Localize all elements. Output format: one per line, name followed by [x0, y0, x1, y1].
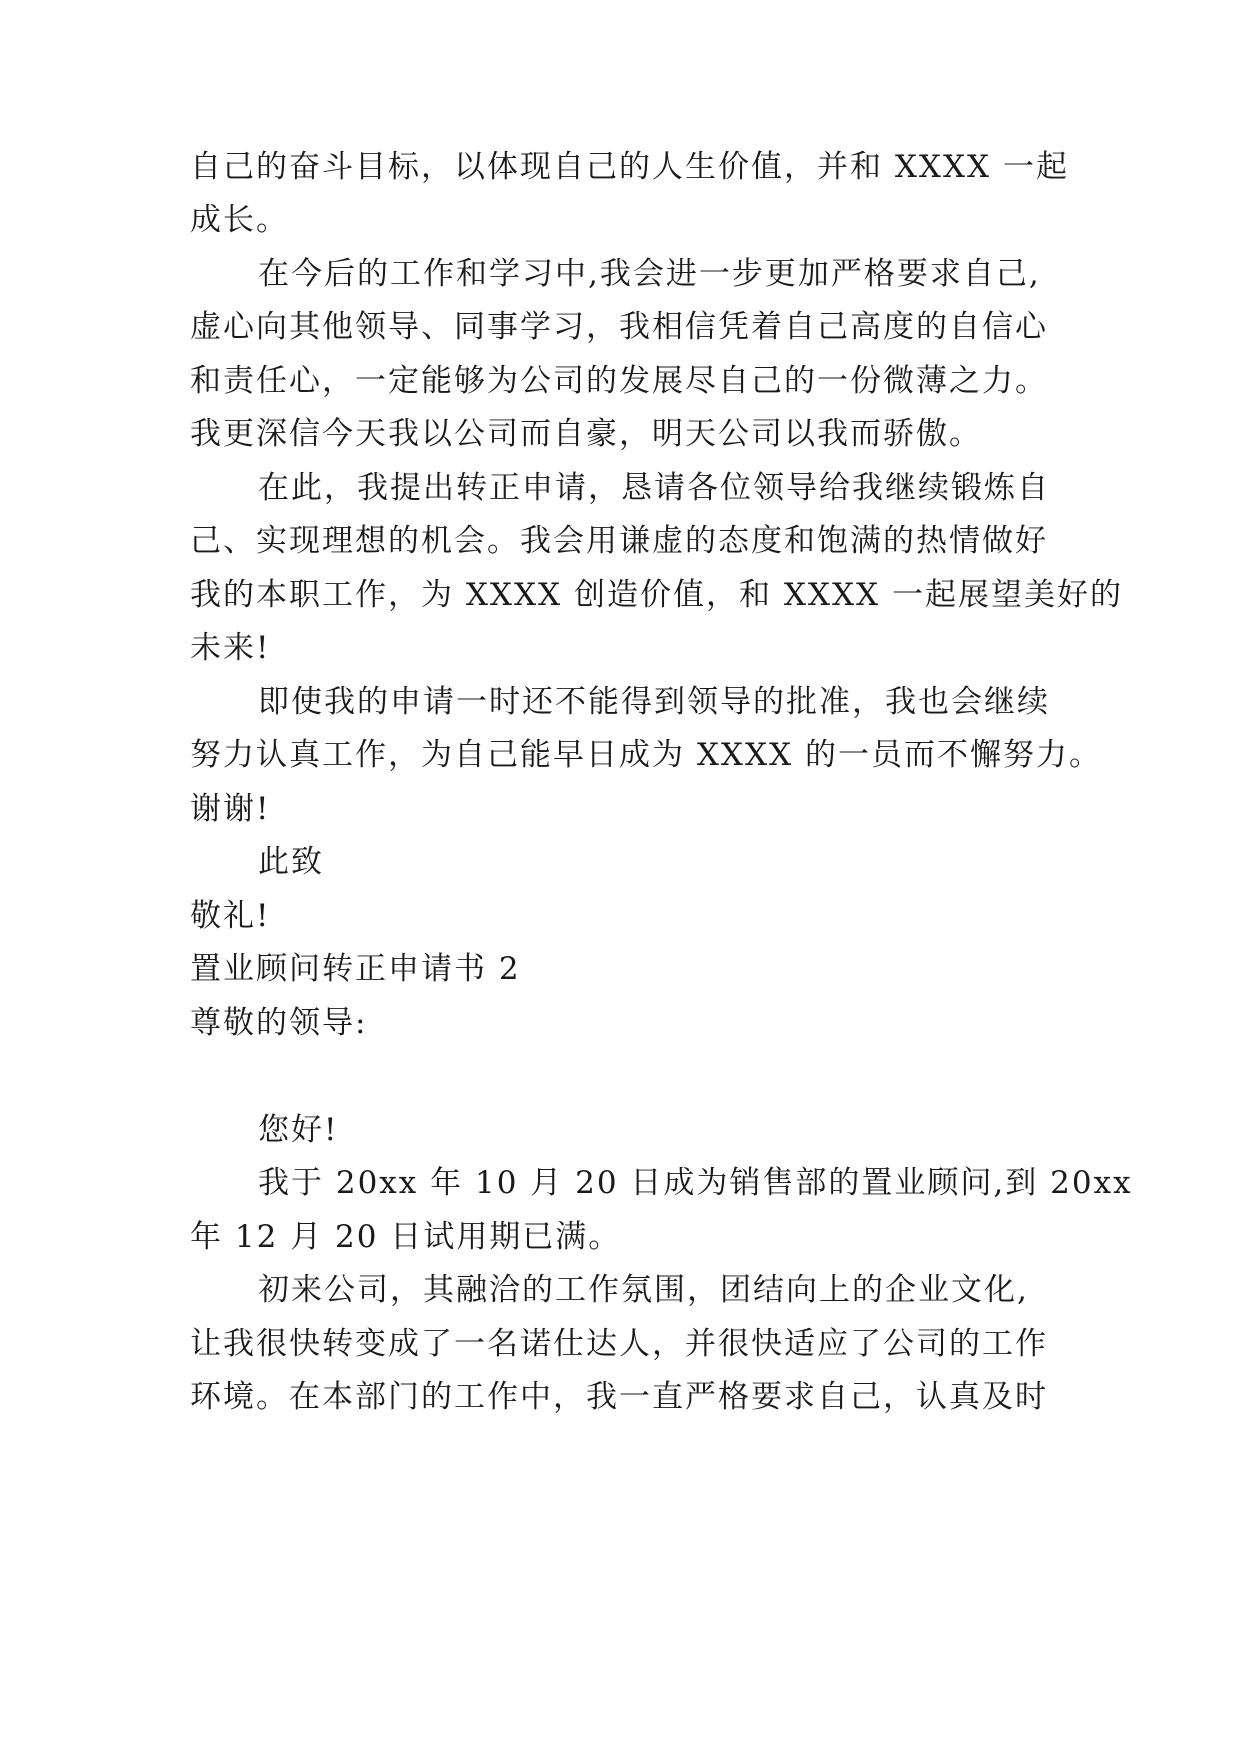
section-title: 置业顾问转正申请书 2 [190, 951, 521, 987]
text-line: 我于 20xx 年 10 月 20 日成为销售部的置业顾问,到 20xx [258, 1165, 1133, 1201]
text-line: 即使我的申请一时还不能得到领导的批准，我也会继续 [258, 684, 1050, 720]
closing-salutation: 此致 [258, 844, 324, 880]
closing-regards: 敬礼! [190, 898, 271, 934]
text-line: 未来! [190, 630, 271, 666]
text-line: 我的本职工作，为 XXXX 创造价值，和 XXXX 一起展望美好的 [190, 577, 1123, 613]
text-line: 自己的奋斗目标，以体现自己的人生价值，并和 XXXX 一起 [190, 149, 1069, 185]
text-line: 成长。 [190, 202, 289, 238]
text-line: 和责任心，一定能够为公司的发展尽自己的一份微薄之力。 [190, 363, 1048, 399]
text-line: 您好! [258, 1112, 339, 1148]
text-line: 努力认真工作，为自己能早日成为 XXXX 的一员而不懈努力。 [190, 737, 1102, 773]
text-line: 在今后的工作和学习中,我会进一步更加严格要求自己, [258, 256, 1041, 292]
text-line: 环境。在本部门的工作中，我一直严格要求自己，认真及时 [190, 1379, 1048, 1415]
text-line: 我更深信今天我以公司而自豪，明天公司以我而骄傲。 [190, 416, 982, 452]
text-line: 谢谢! [190, 791, 271, 827]
greeting: 尊敬的领导: [190, 1005, 368, 1041]
text-line: 在此，我提出转正申请，恳请各位领导给我继续锻炼自 [258, 470, 1050, 506]
text-line: 年 12 月 20 日试用期已满。 [190, 1219, 622, 1255]
text-line: 初来公司，其融洽的工作氛围，团结向上的企业文化, [258, 1272, 1029, 1308]
text-line: 己、实现理想的机会。我会用谦虚的态度和饱满的热情做好 [190, 523, 1048, 559]
text-line: 让我很快转变成了一名诺仕达人，并很快适应了公司的工作 [190, 1326, 1048, 1362]
text-line: 虚心向其他领导、同事学习，我相信凭着自己高度的自信心 [190, 309, 1048, 345]
